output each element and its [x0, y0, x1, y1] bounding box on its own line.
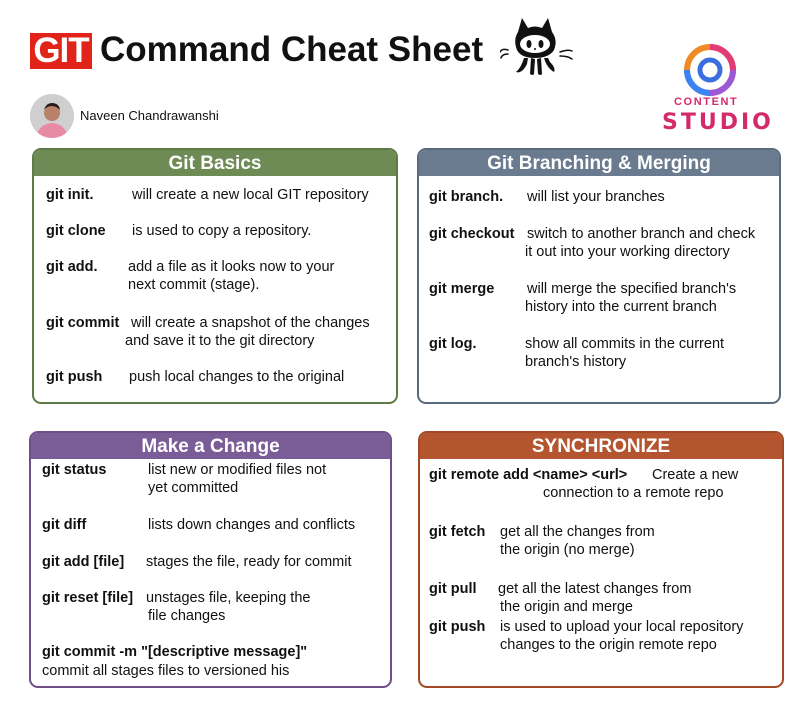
command-name: git commit — [46, 315, 120, 331]
command-name: git branch. — [429, 189, 504, 205]
command-name: git log. — [429, 336, 477, 352]
command-description: yet committed — [148, 480, 239, 496]
command-name: git merge — [429, 281, 495, 297]
command-description: will create a snapshot of the changes — [131, 315, 370, 331]
command-description: list new or modified files not — [148, 462, 327, 478]
author-name: Naveen Chandrawanshi — [80, 108, 219, 123]
command-name: git reset [file] — [42, 590, 134, 606]
command-name: git diff — [42, 517, 87, 533]
command-description: file changes — [148, 608, 226, 624]
command-description: push local changes to the original — [129, 369, 345, 385]
brand-content-text: CONTENT — [674, 96, 739, 108]
synchronize-panel — [418, 431, 784, 688]
panel-title: Git Branching & Merging — [419, 150, 779, 176]
command-name: git push — [429, 619, 486, 635]
command-name: git pull — [429, 581, 477, 597]
panel-title: Make a Change — [31, 433, 390, 459]
make-a-change-panel — [29, 431, 392, 688]
avatar — [30, 94, 74, 138]
command-name: git fetch — [429, 524, 486, 540]
command-description: connection to a remote repo — [543, 485, 724, 501]
command-name: git remote add <name> <url> — [429, 467, 628, 483]
command-description: branch's history — [525, 354, 627, 370]
panel-title: Git Basics — [34, 150, 396, 176]
brand-studio-text: STUDIO — [662, 110, 774, 135]
command-name: git add. — [46, 259, 98, 275]
command-name: git status — [42, 462, 107, 478]
command-description: changes to the origin remote repo — [500, 637, 717, 653]
git-logo-badge: GIT — [30, 33, 92, 69]
command-description: get all the latest changes from — [498, 581, 692, 597]
command-description: the origin and merge — [500, 599, 633, 615]
command-description: the origin (no merge) — [500, 542, 635, 558]
panel-title: SYNCHRONIZE — [420, 433, 782, 459]
command-name: git push — [46, 369, 103, 385]
command-name: git checkout — [429, 226, 515, 242]
command-description: show all commits in the current — [525, 336, 725, 352]
git-branching-panel — [417, 148, 781, 404]
command-description: will create a new local GIT repository — [132, 187, 369, 203]
content-studio-logo-icon — [684, 44, 736, 96]
command-description: switch to another branch and check — [527, 226, 756, 242]
page-title: Command Cheat Sheet — [100, 30, 484, 69]
command-name: git commit -m "[descriptive message]" — [42, 644, 308, 660]
command-description: will merge the specified branch's — [527, 281, 737, 297]
command-description: get all the changes from — [500, 524, 655, 540]
command-description: it out into your working directory — [525, 244, 730, 260]
command-description: lists down changes and conflicts — [148, 517, 356, 533]
command-description: unstages file, keeping the — [146, 590, 311, 606]
command-description: stages the file, ready for commit — [146, 554, 352, 570]
command-description: Create a new — [652, 467, 739, 483]
command-description: is used to upload your local repository — [500, 619, 744, 635]
command-description: next commit (stage). — [128, 277, 260, 293]
git-basics-panel — [32, 148, 398, 404]
command-description: and save it to the git directory — [125, 333, 315, 349]
command-description: history into the current branch — [525, 299, 717, 315]
command-description: commit all stages files to versioned his — [42, 663, 290, 679]
command-name: git add [file] — [42, 554, 125, 570]
octocat-icon — [500, 12, 580, 78]
command-name: git init. — [46, 187, 94, 203]
command-name: git clone — [46, 223, 106, 239]
command-description: add a file as it looks now to your — [128, 259, 335, 275]
command-description: will list your branches — [527, 189, 665, 205]
command-description: is used to copy a repository. — [132, 223, 312, 239]
